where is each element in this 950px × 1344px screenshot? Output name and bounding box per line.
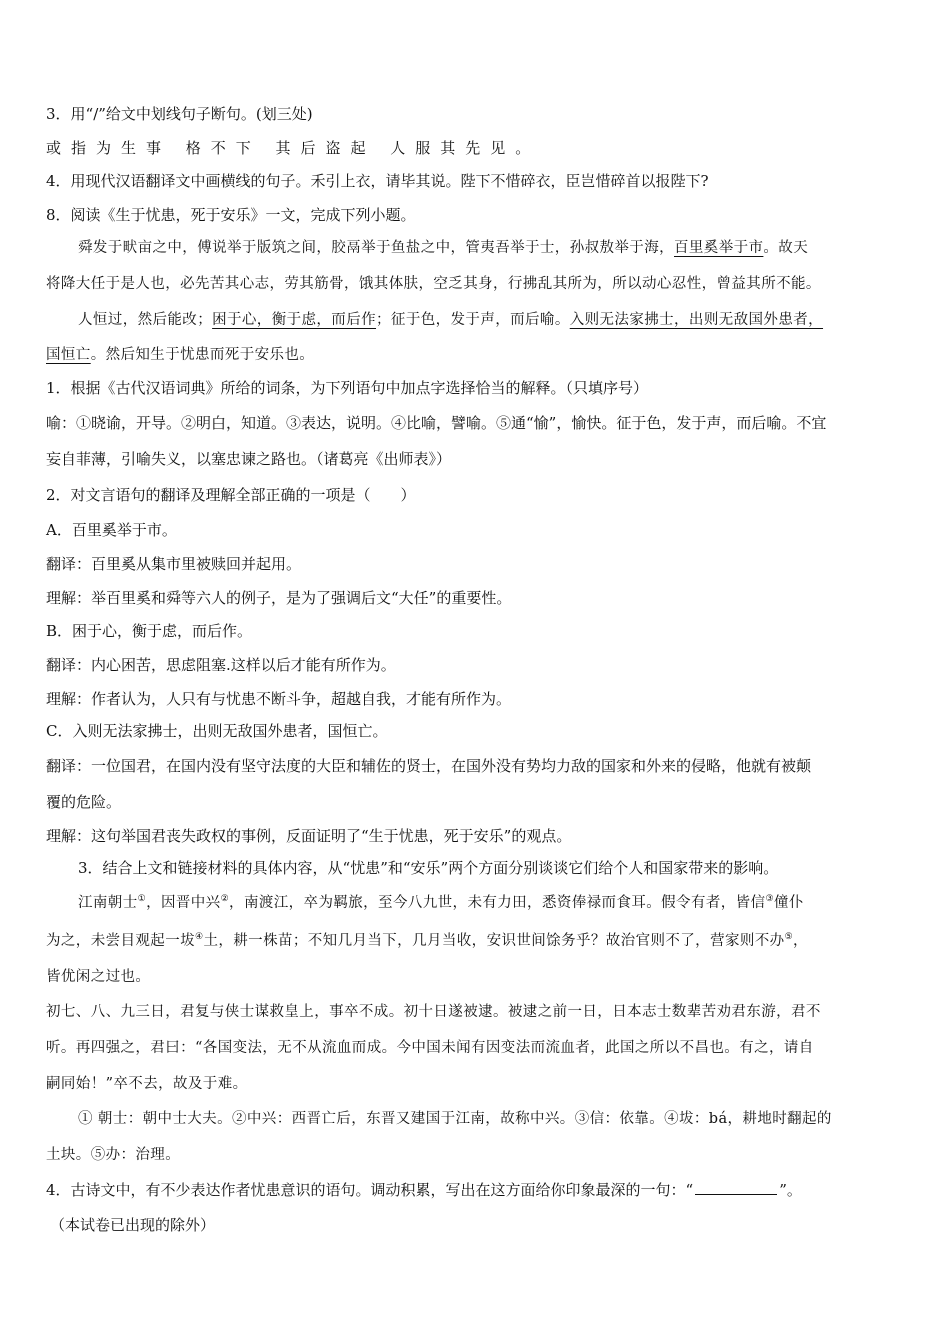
- underlined-sentence: 困于心，衡于虑，而后作: [212, 312, 377, 328]
- notes-line-2: 土块。⑤办：治理。: [46, 1147, 181, 1163]
- passage-line-1: 舜发于畎亩之中，傅说举于版筑之间，胶鬲举于鱼盐之中，管夷吾举于士，孙叔敖举于海，百里奚举于市。故天: [78, 240, 809, 256]
- material-1-line-2: 为之，未尝目观起一坺④土，耕一株苗；不知几月当下，几月当收，安识世间馀务乎？故治官则不了，营家则不办⑤，: [46, 932, 808, 949]
- option-c-translation-2: 覆的危险。: [46, 793, 122, 811]
- option-b: B．困于心，衡于虑，而后作。: [46, 622, 253, 640]
- option-c-understanding: 理解：这句举国君丧失政权的事例，反面证明了“生于忧患，死于安乐”的观点。: [46, 827, 572, 845]
- option-c-translation-1: 翻译：一位国君，在国内没有坚守法度的大臣和辅佐的贤士，在国外没有势均力敌的国家和外来的侵略，他就有被颠: [46, 757, 812, 775]
- passage-line-2: 将降大任于是人也，必先苦其心志，劳其筋骨，饿其体肤，空乏其身，行拂乱其所为，所以动心忍性，曾益其所不能。: [46, 276, 821, 292]
- material-1-line-3: 皆优闲之过也。: [46, 969, 151, 985]
- sq3-instruction: 3．结合上文和链接材料的具体内容，从“忧患”和“安乐”两个方面分别谈谈它们给个人和国家带来的影响。: [78, 859, 779, 877]
- sq4-note: （本试卷已出现的除外）: [50, 1216, 216, 1234]
- option-a-understanding: 理解：举百里奚和舜等六人的例子，是为了强调后文“大任”的重要性。: [46, 589, 512, 607]
- option-b-understanding: 理解：作者认为，人只有与忧患不断斗争，超越自我，才能有所作为。: [46, 690, 512, 708]
- sq2-instruction: 2．对文言语句的翻译及理解全部正确的一项是（ ）: [46, 486, 416, 504]
- notes-line-1: ① 朝士：朝中士大夫。②中兴：西晋亡后，东晋又建国于江南，故称中兴。③信：依靠。④坺：bá，耕地时翻起的: [78, 1111, 832, 1127]
- underlined-sentence: 国恒亡: [46, 347, 91, 363]
- passage-line-4: 国恒亡。然后知生于忧患而死于安乐也。: [46, 347, 315, 363]
- option-b-translation: 翻译：内心困苦，思虑阻塞.这样以后才能有所作为。: [46, 656, 396, 674]
- material-2-line-1: 初七、八、九三日，君复与侠士谋救皇上，事卒不成。初十日遂被逮。被逮之前一日，日本志士数辈苦劝君东游，君不: [46, 1004, 821, 1020]
- sq1-definition-2: 妄自菲薄，引喻失义，以塞忠谏之路也。（诸葛亮《出师表》）: [46, 450, 452, 468]
- option-a-translation: 翻译：百里奚从集市里被赎回并起用。: [46, 555, 302, 573]
- option-c: C．入则无法家拂士，出则无敌国外患者，国恒亡。: [46, 722, 388, 740]
- sq4-instruction: 4．古诗文中，有不少表达作者忧患意识的语句。调动积累，写出在这方面给你印象最深的一句：“ ”。: [46, 1181, 802, 1199]
- q8-title: 8．阅读《生于忧患，死于安乐》一文，完成下列小题。: [46, 206, 416, 224]
- sq1-definition-1: 喻：①晓谕，开导。②明白，知道。③表达，说明。④比喻，譬喻。⑤通“愉”，愉快。征于色，发于声，而后喻。不宜: [46, 414, 827, 432]
- underlined-sentence: 百里奚举于市: [674, 240, 764, 256]
- q4-instruction: 4．用现代汉语翻译文中画横线的句子。禾引上衣，请毕其说。陛下不惜碎衣，臣岂惜碎首以报陛下?: [46, 172, 709, 190]
- q3-sentence: 或指为生事 格不下 其后盗起 人服其先见。: [46, 139, 541, 157]
- option-a: A．百里奚举于市。: [46, 521, 177, 539]
- underlined-sentence: 入则无法家拂士，出则无敌国外患者，: [569, 312, 824, 328]
- q3-instruction: 3．用“/”给文中划线句子断句。(划三处): [46, 105, 313, 123]
- passage-line-3: 人恒过，然后能改；困于心，衡于虑，而后作；征于色，发于声，而后喻。入则无法家拂士，出则无敌国外患者，: [78, 312, 824, 328]
- sq1-instruction: 1．根据《古代汉语词典》所给的词条，为下列语句中加点字选择恰当的解释。（只填序号）: [46, 379, 649, 397]
- material-2-line-3: 嗣同始！”卒不去，故及于难。: [46, 1076, 248, 1092]
- material-1-line-1: 江南朝士①，因晋中兴②，南渡江，卒为羁旅，至今八九世，未有力田，悉资俸禄而食耳。假令有者，皆信③僮仆: [78, 894, 804, 911]
- answer-blank[interactable]: [695, 1180, 777, 1195]
- material-2-line-2: 听。再四强之，君曰：“各国变法，无不从流血而成。今中国未闻有因变法而流血者，此国之所以不昌也。有之，请自: [46, 1040, 814, 1056]
